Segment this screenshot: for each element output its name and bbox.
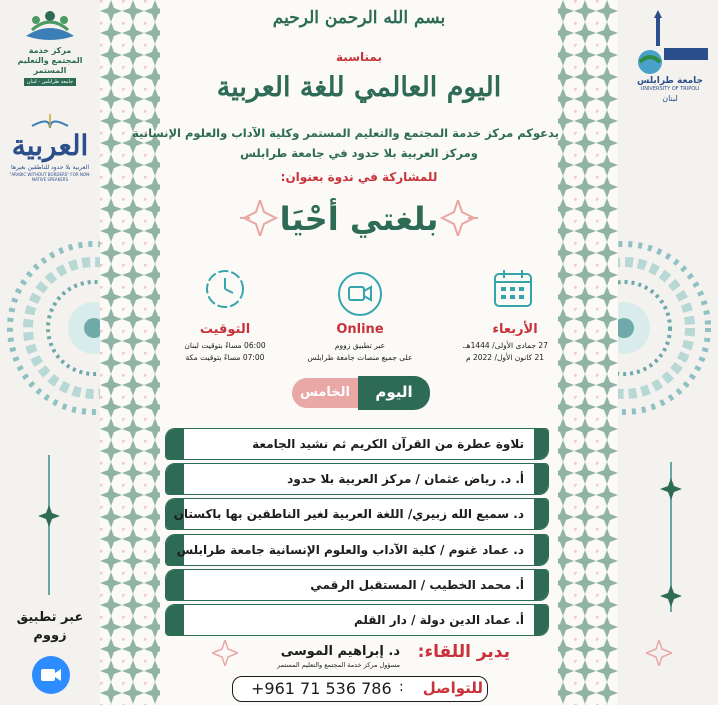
right-ornament-icon (438, 200, 478, 240)
university-logo (628, 10, 712, 103)
community-center-logo (14, 10, 86, 86)
program-item-text: د. سميع الله زبيري/ اللغة العربية لغير الناطقين بها باكستان (173, 507, 524, 521)
time-line-2: 07:00 مساءً بتوقيت مكة (185, 353, 265, 362)
program-item-left-tab (166, 605, 184, 635)
program-item-text: أ. محمد الخطيب / المستقبل الرقمي (310, 578, 524, 592)
decorative-star-icon (38, 505, 60, 531)
seminar-title: بلغتي أحْيَا (279, 200, 439, 238)
moderator-ornament-right-icon (646, 640, 672, 670)
program-item-left-tab (166, 429, 184, 459)
contact-phone[interactable]: +961 71 536 786 (251, 679, 392, 698)
calendar-icon (493, 268, 533, 312)
moderator-role: مسؤول مركز خدمة المجتمع والتعليم المستمر (276, 661, 400, 669)
occasion-label: بمناسبة (336, 50, 382, 64)
program-item-right-tab (534, 499, 548, 529)
program-item (165, 604, 549, 636)
arabic-logo-title: العربية (11, 129, 89, 162)
invite-line-1: يدعوكم مركز خدمة المجتمع والتعليم المستمر وكلية الآداب والعلوم الإنسانية (132, 126, 559, 140)
program-item (165, 498, 549, 530)
basmala: بسم الله الرحمن الرحيم (272, 8, 446, 28)
university-logo-en: UNIVERSITY OF TRIPOLI (640, 86, 700, 92)
university-logo-text: جامعة طرابلس (636, 76, 704, 86)
program-item (165, 463, 549, 495)
arabic-logo-sub: العربية بلا حدود للناطقين بغيرها (10, 164, 90, 171)
moderator-name: د. إبراهيم الموسى (280, 644, 400, 659)
community-center-logo-icon (22, 10, 78, 44)
contact-label: للتواصل (422, 679, 483, 697)
program-item-text: تلاوة عطرة من القرآن الكريم ثم نشيد الجامعة (252, 437, 524, 451)
program-item-right-tab (534, 535, 548, 565)
program-item-left-tab (166, 570, 184, 600)
program-item (165, 428, 549, 460)
program-item-left-tab (166, 464, 184, 494)
day-label-prefix: اليوم (375, 383, 413, 401)
open-book-icon (30, 112, 70, 130)
university-mosque-icon (628, 10, 712, 76)
date-line-2: 21 كانون الأول/ 2022 م (465, 353, 545, 362)
program-item (165, 569, 549, 601)
decorative-star-icon-right-2 (660, 585, 682, 611)
invite-line-3: للمشاركة في ندوة بعنوان: (280, 170, 438, 184)
date-line-1: 27 جمادى الأولى/ 1444هـ. (462, 341, 548, 350)
mode-line-1: عبر تطبيق زووم (334, 341, 386, 350)
zoom-text-line1: عبر تطبيق (16, 610, 84, 625)
arabic-logo-en: "ARABIC WITHOUT BORDERS" FOR NON-NATIVE SPEAKERS (9, 172, 91, 182)
time-line-1: 06:00 مساءً بتوقيت لبنان (184, 341, 266, 350)
contact-box (232, 676, 488, 702)
contact-colon: : (399, 679, 404, 695)
program-item-right-tab (534, 464, 548, 494)
community-center-logo-sub: جامعة طرابلس - لبنان (24, 78, 76, 86)
event-title: اليوم العالمي للغة العربية (216, 72, 502, 103)
zoom-camera-icon[interactable] (32, 656, 70, 694)
left-ornament-icon (240, 200, 280, 240)
program-item-right-tab (534, 429, 548, 459)
time-heading: التوقيت (199, 322, 251, 337)
program-item-right-tab (534, 605, 548, 635)
arabic-without-borders-logo (8, 112, 92, 182)
decorative-star-icon-right (660, 478, 682, 504)
moderator-label: يدير اللقاء: (417, 642, 510, 662)
day-label-value: الخامس (299, 385, 350, 400)
program-item (165, 534, 549, 566)
moderator-ornament-left-icon (212, 640, 238, 670)
university-logo-country: لبنان (662, 94, 678, 103)
invite-line-2: ومركز العربية بلا حدود في جامعة طرابلس (240, 146, 478, 160)
program-item-text: أ. د. رياض عثمان / مركز العربية بلا حدود (287, 472, 524, 486)
mode-heading: Online (336, 322, 384, 337)
day-label (292, 376, 430, 410)
video-camera-icon (338, 272, 382, 316)
zoom-text-line2: زووم (33, 628, 67, 643)
date-heading: الأربعاء (492, 322, 538, 337)
program-item-text: د. عماد غنوم / كلية الآداب والعلوم الإنسانية جامعة طرابلس (176, 543, 524, 557)
community-center-logo-title: مركز خدمة المجتمع والتعليم المستمر (17, 46, 83, 75)
mode-line-2: على جميع منصات جامعة طرابلس (307, 353, 413, 362)
program-item-right-tab (534, 570, 548, 600)
clock-icon (204, 268, 246, 314)
program-item-text: أ. عماد الدين دولة / دار القلم (353, 613, 524, 627)
